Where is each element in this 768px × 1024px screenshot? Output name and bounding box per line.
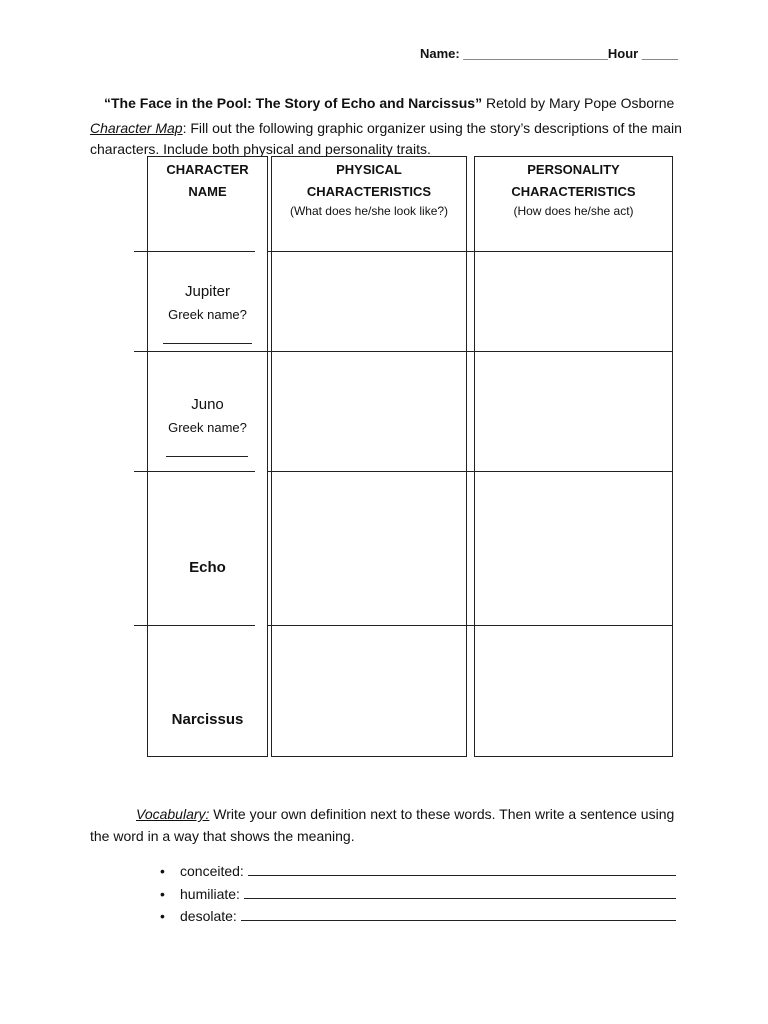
row-divider bbox=[268, 471, 673, 472]
bullet-icon: • bbox=[160, 886, 165, 902]
header-personality-line2: CHARACTERISTICS bbox=[511, 184, 636, 199]
vocabulary-instructions bbox=[90, 803, 690, 847]
row-divider bbox=[268, 351, 673, 352]
bullet-icon: • bbox=[160, 908, 165, 924]
story-title bbox=[104, 95, 674, 111]
character-map-label: Character Map bbox=[90, 120, 183, 136]
vocab-word: humiliate: bbox=[180, 886, 240, 902]
character-narcissus: Narcissus bbox=[171, 711, 244, 728]
definition-blank[interactable] bbox=[241, 907, 676, 921]
row-divider bbox=[134, 471, 255, 472]
character-map-instructions bbox=[90, 118, 690, 160]
instructions-text: : Fill out the following graphic organizer using the story’s descriptions of the main characters. Include both physical and personality traits. bbox=[90, 120, 682, 157]
definition-blank[interactable] bbox=[248, 862, 676, 876]
header-character-line2: NAME bbox=[188, 184, 227, 199]
greek-name-blank[interactable] bbox=[166, 456, 248, 457]
row-divider bbox=[134, 625, 255, 626]
vocab-item-humiliate bbox=[160, 885, 676, 902]
header-character-name bbox=[147, 159, 268, 203]
vocabulary-label: Vocabulary: bbox=[136, 806, 210, 822]
vocab-word: desolate: bbox=[180, 908, 237, 924]
row-divider bbox=[134, 251, 255, 252]
character-juno: Juno bbox=[191, 396, 224, 413]
header-physical bbox=[271, 159, 467, 219]
personality-column bbox=[474, 156, 673, 757]
header-personality-line1: PERSONALITY bbox=[527, 162, 620, 177]
row-divider bbox=[268, 251, 673, 252]
character-jupiter: Jupiter bbox=[184, 283, 231, 300]
story-name: “The Face in the Pool: The Story of Echo and Narcissus” bbox=[104, 95, 483, 111]
header-physical-line2: CHARACTERISTICS bbox=[306, 184, 432, 199]
vocab-word: conceited: bbox=[180, 863, 244, 879]
definition-blank[interactable] bbox=[244, 885, 676, 899]
bullet-icon: • bbox=[160, 863, 165, 879]
greek-name-prompt: Greek name? bbox=[168, 420, 247, 435]
author-credit: Retold by Mary Pope Osborne bbox=[482, 95, 675, 111]
vocab-item-conceited bbox=[160, 862, 676, 879]
header-physical-sub: (What does he/she look like?) bbox=[289, 204, 449, 218]
name-hour-field[interactable]: Name: ____________________Hour _____ bbox=[419, 46, 678, 61]
header-personality-sub: (How does he/she act) bbox=[513, 204, 634, 218]
vocab-item-desolate bbox=[160, 907, 676, 924]
header-physical-line1: PHYSICAL bbox=[336, 162, 402, 177]
row-divider bbox=[268, 625, 673, 626]
character-echo: Echo bbox=[189, 559, 226, 576]
greek-name-blank[interactable] bbox=[163, 343, 252, 344]
header-personality bbox=[474, 159, 673, 219]
row-divider bbox=[134, 351, 268, 352]
physical-column bbox=[271, 156, 467, 757]
header-character-line1: CHARACTER bbox=[166, 162, 249, 177]
greek-name-prompt: Greek name? bbox=[168, 307, 247, 322]
vocabulary-text: Write your own definition next to these words. Then write a sentence using the word in a way that shows the meaning. bbox=[90, 806, 675, 844]
